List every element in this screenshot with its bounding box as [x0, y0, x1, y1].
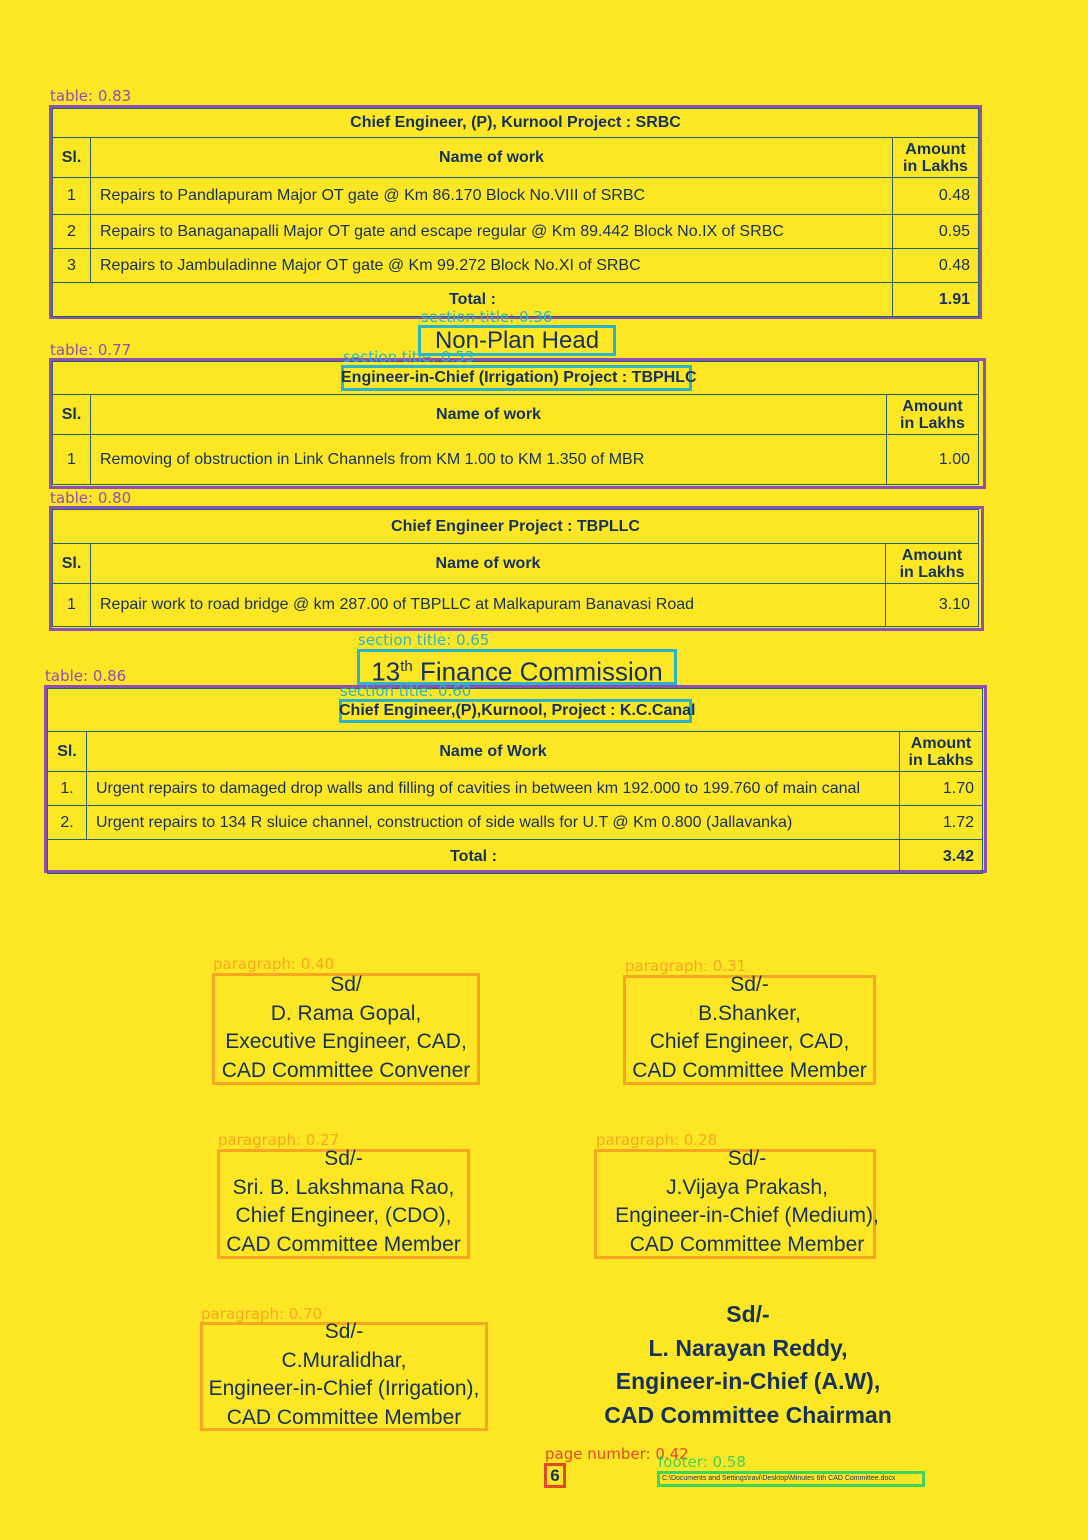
total-label: Total :: [48, 840, 900, 874]
row-work: Urgent repairs to 134 R sluice channel, construction of side walls for U.T @ Km 0.800 (Jallavanka): [87, 806, 900, 840]
column-header-name: Name of work: [91, 544, 886, 584]
footer-path: C:\Documents and Settings\ravi\Desktop\Minutes 6th CAD Committee.docx: [662, 1475, 896, 1482]
row-amount: 0.48: [893, 249, 979, 283]
page-number-label: page number: 0.42: [545, 1445, 689, 1463]
section-title-label: section title: 0.36: [421, 308, 553, 326]
column-header-name: Name of Work: [87, 732, 900, 772]
column-header-amount: Amount in Lakhs: [887, 395, 979, 435]
row-sl: 1: [53, 584, 91, 627]
table-row: [48, 772, 983, 806]
paragraph-label: paragraph: 0.27: [218, 1131, 340, 1149]
column-header-amount: Amount in Lakhs: [900, 732, 983, 772]
row-work: Repairs to Banaganapalli Major OT gate and escape regular @ Km 89.442 Block No.IX of SRBC: [91, 215, 893, 249]
paragraph-label: paragraph: 0.31: [625, 957, 747, 975]
signature-block: Sd/- B.Shanker, Chief Engineer, CAD, CAD Committee Member: [632, 973, 867, 1082]
section-title-label: section title: 0.53: [343, 348, 475, 366]
row-sl: 2.: [48, 806, 87, 840]
footer-label: footer: 0.58: [658, 1453, 746, 1471]
row-sl: 3: [53, 249, 91, 283]
table-heading: Chief Engineer, (P), Kurnool Project : SRBC: [53, 109, 979, 138]
table-row: [53, 178, 979, 215]
row-sl: 1: [53, 178, 91, 215]
column-header-amount: Amount in Lakhs: [893, 138, 979, 178]
table-label: table: 0.77: [50, 341, 132, 359]
row-sl: 1.: [48, 772, 87, 806]
row-amount: 1.72: [900, 806, 983, 840]
row-amount: 1.00: [887, 435, 979, 485]
row-work: Repair work to road bridge @ km 287.00 of TBPLLC at Malkapuram Banavasi Road: [91, 584, 886, 627]
paragraph-label: paragraph: 0.28: [596, 1131, 718, 1149]
column-header-amount: Amount in Lakhs: [886, 544, 979, 584]
table-row: [53, 249, 979, 283]
row-work: Repairs to Pandlapuram Major OT gate @ Km 86.170 Block No.VIII of SRBC: [91, 178, 893, 215]
row-amount: 3.10: [886, 584, 979, 627]
column-header-sl: Sl.: [53, 138, 91, 178]
table-row: [53, 435, 979, 485]
column-header-sl: Sl.: [53, 544, 91, 584]
total-value: 1.91: [893, 283, 979, 317]
paragraph-label: paragraph: 0.70: [201, 1305, 323, 1323]
total-label: Total :: [53, 283, 893, 317]
column-header-name: Name of work: [91, 138, 893, 178]
signature-block: Sd/- J.Vijaya Prakash, Engineer-in-Chief (Medium), CAD Committee Member: [615, 1147, 879, 1256]
row-amount: 0.48: [893, 178, 979, 215]
table-label: table: 0.86: [45, 667, 127, 685]
total-value: 3.42: [900, 840, 983, 874]
signature-block: Sd/- C.Muralidhar, Engineer-in-Chief (Irrigation), CAD Committee Member: [208, 1320, 480, 1429]
table-label: table: 0.80: [50, 489, 132, 507]
srbc-table: [52, 108, 979, 317]
row-sl: 1: [53, 435, 91, 485]
row-amount: 0.95: [893, 215, 979, 249]
signature-block: Sd/ D. Rama Gopal, Executive Engineer, CAD, CAD Committee Convener: [221, 973, 471, 1082]
table-row: [53, 584, 979, 627]
column-header-sl: Sl.: [48, 732, 87, 772]
section-title: Non-Plan Head: [434, 327, 600, 354]
column-header-name: Name of work: [91, 395, 887, 435]
table-row: [53, 215, 979, 249]
section-title-label: section title: 0.65: [358, 631, 490, 649]
signature-block: Sd/- Sri. B. Lakshmana Rao, Chief Engineer, (CDO), CAD Committee Member: [226, 1147, 461, 1256]
tbpllc-table: [52, 509, 979, 627]
table-heading: Chief Engineer,(P),Kurnool, Project : K.C.Canal: [339, 702, 696, 719]
section-title-label: section title: 0.60: [340, 682, 472, 700]
chairman-signature-block: Sd/- L. Narayan Reddy, Engineer-in-Chief (A.W), CAD Committee Chairman: [604, 1301, 892, 1428]
page-number: 6: [550, 1466, 560, 1485]
row-work: Repairs to Jambuladinne Major OT gate @ Km 99.272 Block No.XI of SRBC: [91, 249, 893, 283]
paragraph-label: paragraph: 0.40: [213, 955, 335, 973]
section-title: 13th Finance Commission: [371, 656, 663, 687]
table-label: table: 0.83: [50, 87, 132, 105]
row-work: Removing of obstruction in Link Channels from KM 1.00 to KM 1.350 of MBR: [91, 435, 887, 485]
column-header-sl: Sl.: [53, 395, 91, 435]
row-amount: 1.70: [900, 772, 983, 806]
table-heading: Engineer-in-Chief (Irrigation) Project : TBPHLC: [341, 369, 697, 386]
row-sl: 2: [53, 215, 91, 249]
row-work: Urgent repairs to damaged drop walls and filling of cavities in between km 192.000 to 199.760 of main canal: [87, 772, 900, 806]
table-heading: Chief Engineer Project : TBPLLC: [53, 510, 979, 544]
table-row: [48, 806, 983, 840]
